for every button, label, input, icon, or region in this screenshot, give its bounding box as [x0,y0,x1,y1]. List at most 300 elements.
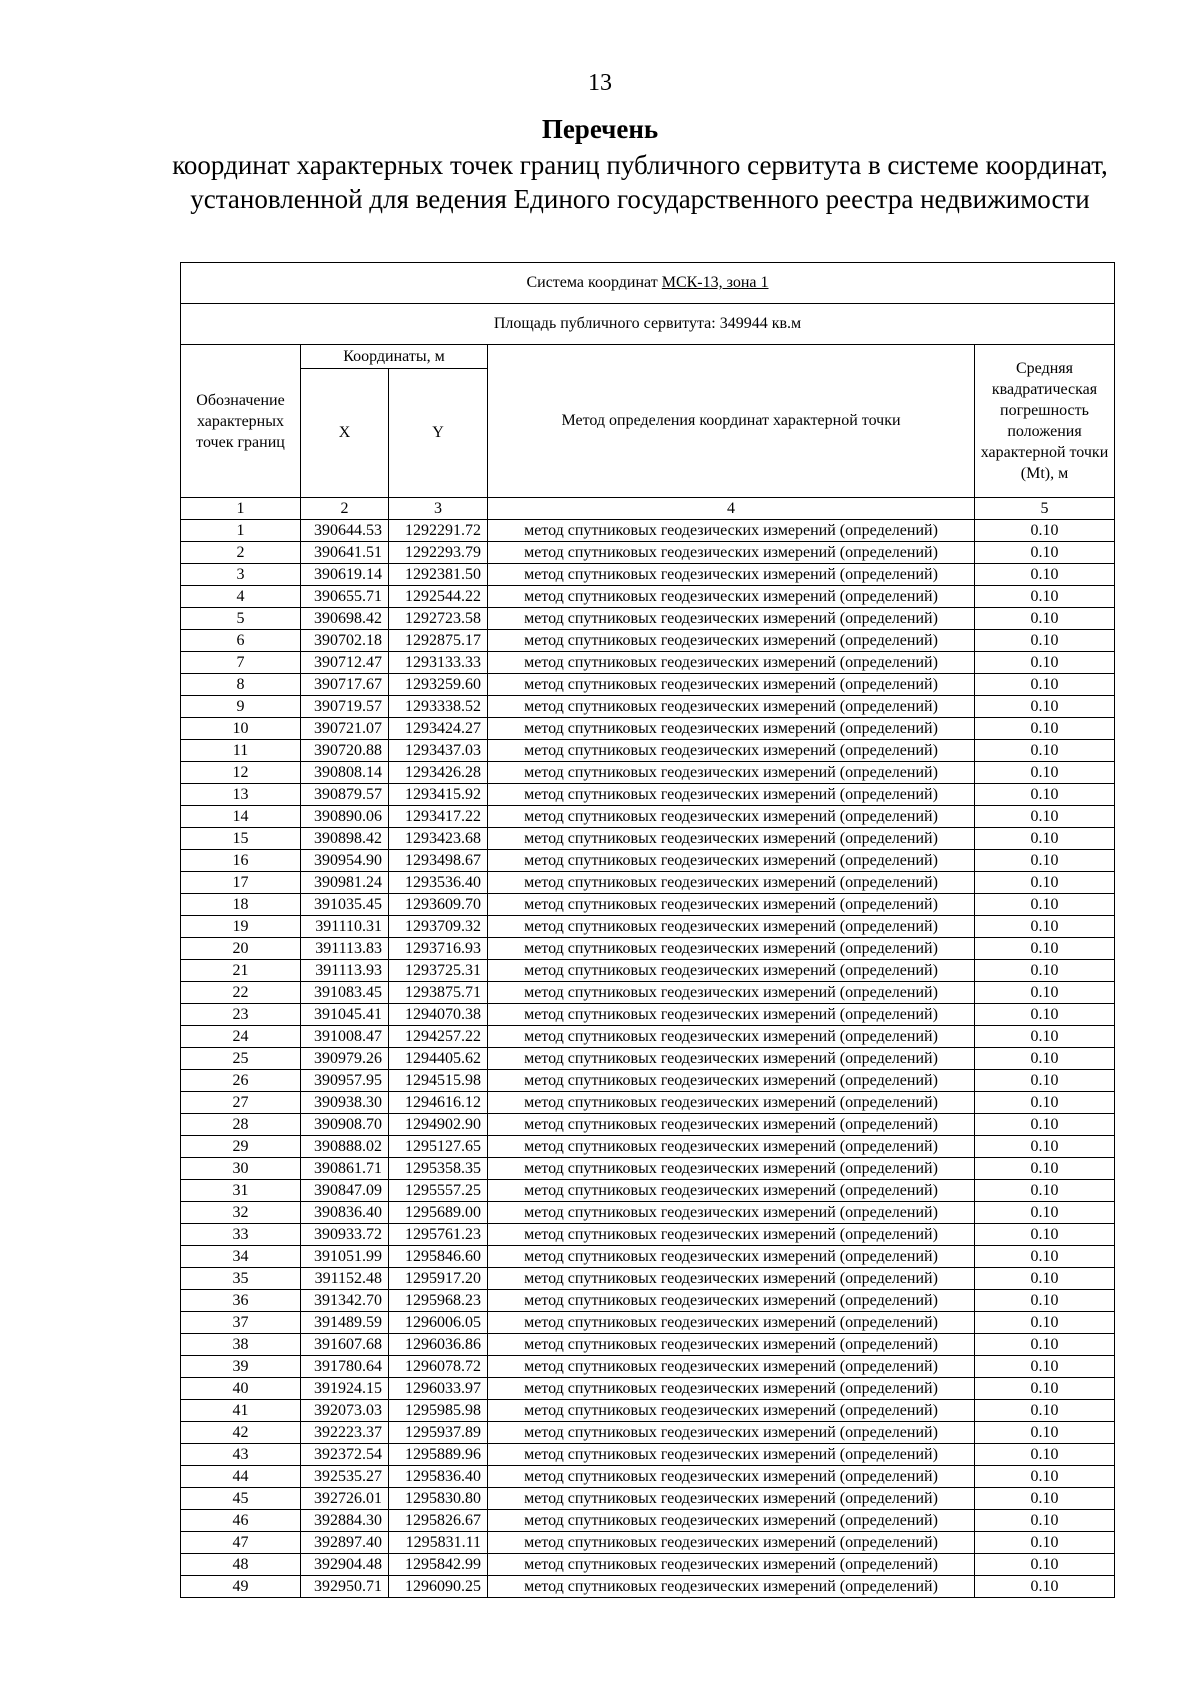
error-cell: 0.10 [975,586,1115,608]
method-cell: метод спутниковых геодезических измерений (определений) [488,1356,975,1378]
table-row [181,1422,1115,1444]
table-row [181,762,1115,784]
method-cell: метод спутниковых геодезических измерений (определений) [488,1532,975,1554]
column-number: 1 [181,498,301,520]
y-coordinate-cell: 1293498.67 [389,850,488,872]
y-coordinate-cell: 1295937.89 [389,1422,488,1444]
y-coordinate-cell: 1295889.96 [389,1444,488,1466]
y-coordinate-cell: 1293875.71 [389,982,488,1004]
y-coordinate-cell: 1296036.86 [389,1334,488,1356]
header-error: Средняя квадратическая погрешность положения характерной точки (Мt), м [975,345,1115,498]
y-coordinate-cell: 1294405.62 [389,1048,488,1070]
area-row [181,304,1115,345]
point-number-cell: 43 [181,1444,301,1466]
error-cell: 0.10 [975,1444,1115,1466]
point-number-cell: 14 [181,806,301,828]
method-cell: метод спутниковых геодезических измерений (определений) [488,1290,975,1312]
method-cell: метод спутниковых геодезических измерений (определений) [488,740,975,762]
y-coordinate-cell: 1295831.11 [389,1532,488,1554]
point-number-cell: 39 [181,1356,301,1378]
method-cell: метод спутниковых геодезических измерений (определений) [488,1224,975,1246]
y-coordinate-cell: 1296090.25 [389,1576,488,1598]
error-cell: 0.10 [975,828,1115,850]
point-number-cell: 13 [181,784,301,806]
table-row [181,1466,1115,1488]
point-number-cell: 2 [181,542,301,564]
error-cell: 0.10 [975,1202,1115,1224]
table-body [181,520,1115,1598]
table-row [181,960,1115,982]
error-cell: 0.10 [975,1114,1115,1136]
point-number-cell: 37 [181,1312,301,1334]
x-coordinate-cell: 390847.09 [301,1180,389,1202]
point-number-cell: 25 [181,1048,301,1070]
x-coordinate-cell: 390888.02 [301,1136,389,1158]
y-coordinate-cell: 1295917.20 [389,1268,488,1290]
x-coordinate-cell: 390720.88 [301,740,389,762]
error-cell: 0.10 [975,1092,1115,1114]
header-row-1 [181,345,1115,369]
x-coordinate-cell: 390957.95 [301,1070,389,1092]
method-cell: метод спутниковых геодезических измерений (определений) [488,784,975,806]
x-coordinate-cell: 390644.53 [301,520,389,542]
x-coordinate-cell: 390655.71 [301,586,389,608]
table-row [181,916,1115,938]
table-row [181,1488,1115,1510]
coordinate-system-cell [181,263,1115,304]
y-coordinate-cell: 1293609.70 [389,894,488,916]
method-cell: метод спутниковых геодезических измерений (определений) [488,1048,975,1070]
error-cell: 0.10 [975,960,1115,982]
point-number-cell: 28 [181,1114,301,1136]
y-coordinate-cell: 1293415.92 [389,784,488,806]
error-cell: 0.10 [975,718,1115,740]
x-coordinate-cell: 390890.06 [301,806,389,828]
point-number-cell: 49 [181,1576,301,1598]
error-cell: 0.10 [975,1246,1115,1268]
y-coordinate-cell: 1294515.98 [389,1070,488,1092]
error-cell: 0.10 [975,982,1115,1004]
coordinate-system-value: МСК-13, зона 1 [661,274,769,291]
y-coordinate-cell: 1295127.65 [389,1136,488,1158]
error-cell: 0.10 [975,1180,1115,1202]
table-row [181,1092,1115,1114]
method-cell: метод спутниковых геодезических измерений (определений) [488,828,975,850]
table-row [181,1268,1115,1290]
error-cell: 0.10 [975,784,1115,806]
error-cell: 0.10 [975,1158,1115,1180]
table-row [181,828,1115,850]
x-coordinate-cell: 391083.45 [301,982,389,1004]
table-row [181,894,1115,916]
column-number: 5 [975,498,1115,520]
x-coordinate-cell: 392535.27 [301,1466,389,1488]
table-row [181,1334,1115,1356]
method-cell: метод спутниковых геодезических измерений (определений) [488,608,975,630]
table-row [181,674,1115,696]
method-cell: метод спутниковых геодезических измерений (определений) [488,586,975,608]
x-coordinate-cell: 392897.40 [301,1532,389,1554]
error-cell: 0.10 [975,1268,1115,1290]
error-cell: 0.10 [975,850,1115,872]
document-title: Перечень [541,114,659,144]
column-number: 3 [389,498,488,520]
x-coordinate-cell: 391924.15 [301,1378,389,1400]
error-cell: 0.10 [975,1378,1115,1400]
table-row [181,1400,1115,1422]
method-cell: метод спутниковых геодезических измерений (определений) [488,1488,975,1510]
x-coordinate-cell: 390938.30 [301,1092,389,1114]
method-cell: метод спутниковых геодезических измерений (определений) [488,1202,975,1224]
y-coordinate-cell: 1295689.00 [389,1202,488,1224]
point-number-cell: 40 [181,1378,301,1400]
table-row [181,1576,1115,1598]
table-row [181,806,1115,828]
table-row [181,1444,1115,1466]
error-cell: 0.10 [975,1532,1115,1554]
error-cell: 0.10 [975,520,1115,542]
x-coordinate-cell: 392223.37 [301,1422,389,1444]
error-cell: 0.10 [975,1312,1115,1334]
y-coordinate-cell: 1293423.68 [389,828,488,850]
y-coordinate-cell: 1294616.12 [389,1092,488,1114]
table-row [181,1136,1115,1158]
point-number-cell: 23 [181,1004,301,1026]
table-row [181,1180,1115,1202]
x-coordinate-cell: 390933.72 [301,1224,389,1246]
x-coordinate-cell: 390954.90 [301,850,389,872]
method-cell: метод спутниковых геодезических измерений (определений) [488,894,975,916]
error-cell: 0.10 [975,894,1115,916]
point-number-cell: 48 [181,1554,301,1576]
area-cell: Площадь публичного сервитута: 349944 кв.м [181,304,1115,345]
x-coordinate-cell: 391489.59 [301,1312,389,1334]
table-row [181,586,1115,608]
y-coordinate-cell: 1294902.90 [389,1114,488,1136]
method-cell: метод спутниковых геодезических измерений (определений) [488,762,975,784]
table-row [181,1378,1115,1400]
method-cell: метод спутниковых геодезических измерений (определений) [488,1180,975,1202]
method-cell: метод спутниковых геодезических измерений (определений) [488,1378,975,1400]
y-coordinate-cell: 1293709.32 [389,916,488,938]
point-number-cell: 47 [181,1532,301,1554]
x-coordinate-cell: 392950.71 [301,1576,389,1598]
error-cell: 0.10 [975,916,1115,938]
method-cell: метод спутниковых геодезических измерений (определений) [488,1114,975,1136]
method-cell: метод спутниковых геодезических измерений (определений) [488,916,975,938]
x-coordinate-cell: 391051.99 [301,1246,389,1268]
x-coordinate-cell: 390619.14 [301,564,389,586]
error-cell: 0.10 [975,608,1115,630]
point-number-cell: 8 [181,674,301,696]
x-coordinate-cell: 392726.01 [301,1488,389,1510]
y-coordinate-cell: 1293424.27 [389,718,488,740]
x-coordinate-cell: 391035.45 [301,894,389,916]
point-number-cell: 11 [181,740,301,762]
method-cell: метод спутниковых геодезических измерений (определений) [488,806,975,828]
point-number-cell: 32 [181,1202,301,1224]
x-coordinate-cell: 391110.31 [301,916,389,938]
table-row [181,938,1115,960]
y-coordinate-cell: 1295842.99 [389,1554,488,1576]
error-cell: 0.10 [975,674,1115,696]
y-coordinate-cell: 1295836.40 [389,1466,488,1488]
error-cell: 0.10 [975,1576,1115,1598]
error-cell: 0.10 [975,1510,1115,1532]
table-row [181,1290,1115,1312]
table-row [181,1554,1115,1576]
y-coordinate-cell: 1293259.60 [389,674,488,696]
point-number-cell: 41 [181,1400,301,1422]
method-cell: метод спутниковых геодезических измерений (определений) [488,520,975,542]
x-coordinate-cell: 392372.54 [301,1444,389,1466]
table-row [181,1026,1115,1048]
point-number-cell: 17 [181,872,301,894]
y-coordinate-cell: 1292723.58 [389,608,488,630]
table-row [181,1312,1115,1334]
table-row [181,1202,1115,1224]
y-coordinate-cell: 1295761.23 [389,1224,488,1246]
error-cell: 0.10 [975,1400,1115,1422]
x-coordinate-cell: 391342.70 [301,1290,389,1312]
point-number-cell: 7 [181,652,301,674]
point-number-cell: 44 [181,1466,301,1488]
error-cell: 0.10 [975,938,1115,960]
table-row [181,520,1115,542]
point-number-cell: 20 [181,938,301,960]
x-coordinate-cell: 390861.71 [301,1158,389,1180]
point-number-cell: 18 [181,894,301,916]
table-row [181,1510,1115,1532]
method-cell: метод спутниковых геодезических измерений (определений) [488,1070,975,1092]
method-cell: метод спутниковых геодезических измерений (определений) [488,630,975,652]
table-row [181,718,1115,740]
table-row [181,696,1115,718]
header-point: Обозначение характерных точек границ [181,345,301,498]
y-coordinate-cell: 1293133.33 [389,652,488,674]
header-method: Метод определения координат характерной точки [488,345,975,498]
point-number-cell: 16 [181,850,301,872]
error-cell: 0.10 [975,1488,1115,1510]
method-cell: метод спутниковых геодезических измерений (определений) [488,1510,975,1532]
error-cell: 0.10 [975,1048,1115,1070]
table-row [181,784,1115,806]
column-number-row [181,498,1115,520]
error-cell: 0.10 [975,1004,1115,1026]
table-row [181,1114,1115,1136]
x-coordinate-cell: 391152.48 [301,1268,389,1290]
error-cell: 0.10 [975,1290,1115,1312]
y-coordinate-cell: 1292293.79 [389,542,488,564]
point-number-cell: 34 [181,1246,301,1268]
method-cell: метод спутниковых геодезических измерений (определений) [488,1158,975,1180]
y-coordinate-cell: 1293716.93 [389,938,488,960]
error-cell: 0.10 [975,762,1115,784]
y-coordinate-cell: 1295557.25 [389,1180,488,1202]
y-coordinate-cell: 1292544.22 [389,586,488,608]
x-coordinate-cell: 390721.07 [301,718,389,740]
method-cell: метод спутниковых геодезических измерений (определений) [488,1576,975,1598]
y-coordinate-cell: 1294070.38 [389,1004,488,1026]
error-cell: 0.10 [975,1334,1115,1356]
table-row [181,1048,1115,1070]
point-number-cell: 36 [181,1290,301,1312]
error-cell: 0.10 [975,1224,1115,1246]
coordinate-system-row [181,263,1115,304]
point-number-cell: 30 [181,1158,301,1180]
y-coordinate-cell: 1295830.80 [389,1488,488,1510]
method-cell: метод спутниковых геодезических измерений (определений) [488,718,975,740]
point-number-cell: 26 [181,1070,301,1092]
y-coordinate-cell: 1293426.28 [389,762,488,784]
coordinates-table [180,262,1115,1598]
method-cell: метод спутниковых геодезических измерений (определений) [488,1312,975,1334]
method-cell: метод спутниковых геодезических измерений (определений) [488,1444,975,1466]
table-row [181,1004,1115,1026]
point-number-cell: 31 [181,1180,301,1202]
error-cell: 0.10 [975,1422,1115,1444]
y-coordinate-cell: 1295358.35 [389,1158,488,1180]
y-coordinate-cell: 1293417.22 [389,806,488,828]
x-coordinate-cell: 391607.68 [301,1334,389,1356]
method-cell: метод спутниковых геодезических измерений (определений) [488,1422,975,1444]
header-y: Y [389,369,488,498]
column-number: 4 [488,498,975,520]
error-cell: 0.10 [975,1356,1115,1378]
x-coordinate-cell: 390908.70 [301,1114,389,1136]
error-cell: 0.10 [975,564,1115,586]
point-number-cell: 12 [181,762,301,784]
x-coordinate-cell: 390979.26 [301,1048,389,1070]
x-coordinate-cell: 390836.40 [301,1202,389,1224]
y-coordinate-cell: 1292381.50 [389,564,488,586]
x-coordinate-cell: 390702.18 [301,630,389,652]
method-cell: метод спутниковых геодезических измерений (определений) [488,1268,975,1290]
error-cell: 0.10 [975,696,1115,718]
point-number-cell: 21 [181,960,301,982]
x-coordinate-cell: 391045.41 [301,1004,389,1026]
error-cell: 0.10 [975,1026,1115,1048]
y-coordinate-cell: 1292291.72 [389,520,488,542]
x-coordinate-cell: 390712.47 [301,652,389,674]
document-subtitle: координат характерных точек границ публичного сервитута в системе координат, установленной для ведения Единого государственного реестра недвижимости [172,150,1108,214]
table-row [181,1224,1115,1246]
error-cell: 0.10 [975,630,1115,652]
y-coordinate-cell: 1293536.40 [389,872,488,894]
error-cell: 0.10 [975,1070,1115,1092]
method-cell: метод спутниковых геодезических измерений (определений) [488,674,975,696]
method-cell: метод спутниковых геодезических измерений (определений) [488,1554,975,1576]
point-number-cell: 15 [181,828,301,850]
point-number-cell: 24 [181,1026,301,1048]
table-row [181,542,1115,564]
y-coordinate-cell: 1292875.17 [389,630,488,652]
y-coordinate-cell: 1296033.97 [389,1378,488,1400]
method-cell: метод спутниковых геодезических измерений (определений) [488,1136,975,1158]
error-cell: 0.10 [975,1466,1115,1488]
y-coordinate-cell: 1295826.67 [389,1510,488,1532]
error-cell: 0.10 [975,872,1115,894]
point-number-cell: 42 [181,1422,301,1444]
table-row [181,1532,1115,1554]
table-row [181,1246,1115,1268]
method-cell: метод спутниковых геодезических измерений (определений) [488,982,975,1004]
method-cell: метод спутниковых геодезических измерений (определений) [488,1026,975,1048]
point-number-cell: 6 [181,630,301,652]
header-coords: Координаты, м [301,345,488,369]
method-cell: метод спутниковых геодезических измерений (определений) [488,1246,975,1268]
x-coordinate-cell: 390717.67 [301,674,389,696]
point-number-cell: 29 [181,1136,301,1158]
method-cell: метод спутниковых геодезических измерений (определений) [488,938,975,960]
y-coordinate-cell: 1293437.03 [389,740,488,762]
x-coordinate-cell: 391008.47 [301,1026,389,1048]
y-coordinate-cell: 1294257.22 [389,1026,488,1048]
point-number-cell: 38 [181,1334,301,1356]
method-cell: метод спутниковых геодезических измерений (определений) [488,1400,975,1422]
method-cell: метод спутниковых геодезических измерений (определений) [488,1092,975,1114]
point-number-cell: 45 [181,1488,301,1510]
table-row [181,1158,1115,1180]
point-number-cell: 10 [181,718,301,740]
page-number: 13 [588,70,612,96]
x-coordinate-cell: 390981.24 [301,872,389,894]
point-number-cell: 22 [181,982,301,1004]
x-coordinate-cell: 392904.48 [301,1554,389,1576]
y-coordinate-cell: 1296006.05 [389,1312,488,1334]
method-cell: метод спутниковых геодезических измерений (определений) [488,850,975,872]
y-coordinate-cell: 1296078.72 [389,1356,488,1378]
x-coordinate-cell: 390808.14 [301,762,389,784]
error-cell: 0.10 [975,1136,1115,1158]
point-number-cell: 35 [181,1268,301,1290]
table-row [181,740,1115,762]
x-coordinate-cell: 390898.42 [301,828,389,850]
table-row [181,630,1115,652]
y-coordinate-cell: 1295846.60 [389,1246,488,1268]
y-coordinate-cell: 1295985.98 [389,1400,488,1422]
error-cell: 0.10 [975,806,1115,828]
table-row [181,982,1115,1004]
x-coordinate-cell: 391113.93 [301,960,389,982]
method-cell: метод спутниковых геодезических измерений (определений) [488,696,975,718]
x-coordinate-cell: 390698.42 [301,608,389,630]
point-number-cell: 9 [181,696,301,718]
point-number-cell: 19 [181,916,301,938]
point-number-cell: 46 [181,1510,301,1532]
x-coordinate-cell: 390879.57 [301,784,389,806]
method-cell: метод спутниковых геодезических измерений (определений) [488,652,975,674]
error-cell: 0.10 [975,652,1115,674]
point-number-cell: 5 [181,608,301,630]
point-number-cell: 1 [181,520,301,542]
x-coordinate-cell: 391780.64 [301,1356,389,1378]
method-cell: метод спутниковых геодезических измерений (определений) [488,542,975,564]
point-number-cell: 33 [181,1224,301,1246]
table-row [181,850,1115,872]
table-row [181,1356,1115,1378]
y-coordinate-cell: 1293338.52 [389,696,488,718]
method-cell: метод спутниковых геодезических измерений (определений) [488,872,975,894]
header-x: X [301,369,389,498]
error-cell: 0.10 [975,542,1115,564]
method-cell: метод спутниковых геодезических измерений (определений) [488,564,975,586]
table-row [181,564,1115,586]
x-coordinate-cell: 392073.03 [301,1400,389,1422]
y-coordinate-cell: 1293725.31 [389,960,488,982]
method-cell: метод спутниковых геодезических измерений (определений) [488,1334,975,1356]
point-number-cell: 27 [181,1092,301,1114]
